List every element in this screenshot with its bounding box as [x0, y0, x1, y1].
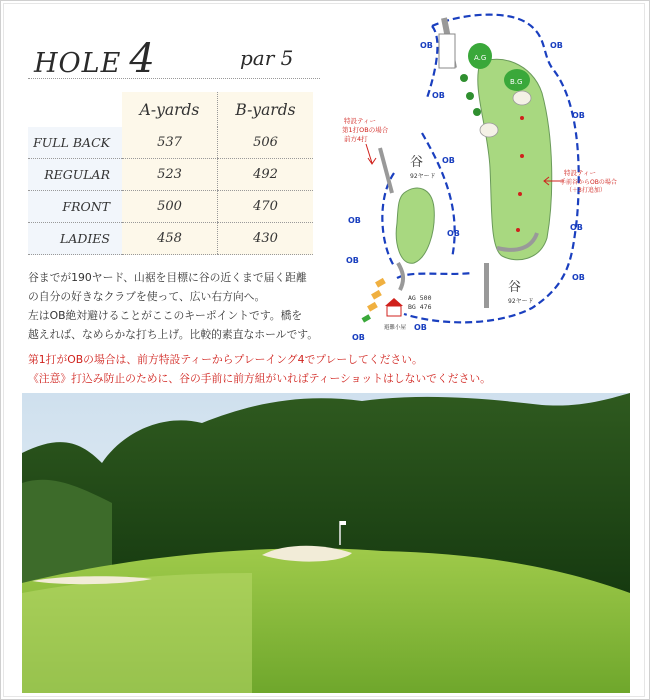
b-yards-value: 506: [218, 127, 314, 159]
table-row: [28, 191, 313, 223]
special-tee-right-3: （＋3打追加）: [566, 187, 606, 194]
hole-notes: [28, 350, 588, 388]
ob-label: OB: [572, 111, 585, 120]
ob-label: OB: [550, 41, 563, 50]
a-yards-value: 458: [122, 223, 218, 255]
valley-lower-label: 谷: [508, 280, 522, 295]
special-tee-right-2: 手前谷からOBの場合: [560, 179, 617, 186]
hole-description: [28, 268, 378, 344]
green-b-label: B.G: [510, 78, 523, 86]
b-yards-value: 430: [218, 223, 314, 255]
a-yards-value: 537: [122, 127, 218, 159]
ob-label: OB: [572, 273, 585, 282]
tee-name: FRONT: [28, 191, 122, 223]
yardage-tag-bg: BG 476: [408, 303, 432, 311]
ob-label: OB: [348, 216, 361, 225]
ob-label: OB: [570, 223, 583, 232]
ob-label: OB: [352, 333, 365, 342]
description-line: 越えれば、なめらかな打ち上げ。比較的素直なホールです。: [28, 328, 319, 341]
fairway-left: [396, 188, 434, 263]
note-line: 《注意》打込み防止のために、谷の手前に前方組がいればティーショットはしないでください。: [28, 372, 491, 385]
ob-label: OB: [442, 156, 455, 165]
b-yards-value: 492: [218, 159, 314, 191]
ob-label: OB: [346, 256, 359, 265]
bunker-fairway: [480, 123, 498, 137]
special-tee-left-arrow: [366, 144, 376, 164]
yardage-header-a: A-yards: [122, 92, 218, 127]
description-line: 谷までが190ヤード、山裾を目標に谷の近くまで届く距離: [28, 271, 307, 284]
hole-map: [332, 8, 617, 348]
special-tee-right-1: 特設ティー: [564, 169, 596, 177]
yardage-header-blank: [28, 92, 122, 127]
description-line: 左はOB絶対避けることがここのキーポイントです。橋を: [28, 309, 303, 322]
bunker-green: [513, 91, 531, 105]
tee-house: [387, 306, 401, 316]
tee-house-roof: [385, 298, 403, 306]
par-label: par 5: [240, 46, 294, 70]
tee-boxes: [362, 278, 386, 323]
green-a-label: A.G: [474, 54, 487, 62]
table-row: [28, 127, 313, 159]
title-divider: [28, 78, 320, 79]
tee-house-label: 避難小屋: [384, 325, 407, 331]
ob-label: OB: [414, 323, 427, 332]
upper-valley-marker: [439, 34, 455, 68]
yardage-header-row: [28, 92, 313, 127]
ob-label: OB: [432, 91, 445, 100]
a-yards-value: 500: [122, 191, 218, 223]
tee-name: LADIES: [28, 223, 122, 255]
hole-number: 4: [129, 36, 155, 82]
a-yards-value: 523: [122, 159, 218, 191]
ob-label: OB: [447, 229, 460, 238]
hole-label: HOLE: [34, 48, 122, 79]
special-tee-left-1: 特設ティー: [344, 117, 376, 125]
yardage-tag-ag: AG 500: [408, 294, 432, 302]
hole-title: [34, 36, 155, 82]
golf-course-photo: [22, 393, 630, 693]
valley-upper-label: 谷: [410, 155, 424, 170]
yardage-table: [28, 92, 313, 255]
valley-upper-dist: 92ヤード: [410, 173, 436, 180]
lower-valley-bridge: [484, 263, 489, 308]
special-tee-left-2: 第1打OBの場合: [342, 126, 389, 134]
table-row: [28, 159, 313, 191]
valley-lower-dist: 92ヤード: [508, 298, 534, 305]
tee-name: REGULAR: [28, 159, 122, 191]
b-yards-value: 470: [218, 191, 314, 223]
photo-fairway-light: [22, 573, 252, 693]
tee-name: FULL BACK: [28, 127, 122, 159]
photo-flag: [340, 521, 346, 525]
note-line: 第1打がOBの場合は、前方特設ティーからプレーイング4でプレーしてください。: [28, 353, 423, 366]
table-row: [28, 223, 313, 255]
description-line: の自分の好きなクラブを使って、広い右方向へ。: [28, 290, 266, 303]
ob-label: OB: [420, 41, 433, 50]
special-tee-left-3: 前方4打: [344, 135, 368, 143]
yardage-header-b: B-yards: [218, 92, 314, 127]
